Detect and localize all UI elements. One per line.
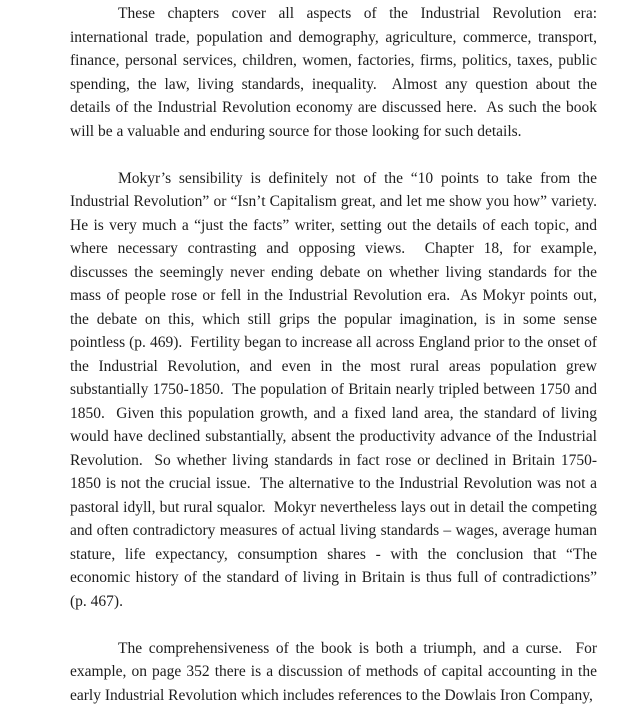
paragraph-mokyr-sensibility: Mokyr’s sensibility is definitely not of the “10 points to take from the Industrial Revolution” or “Isn’t Capitalism great, and let me show you how” variety. He is very much a “just the facts” writer, setting out the details of each topic, and where necessary contrasting and opposing views. Chapter 18, for example, discusses the seemingly never ending debate on whether living standards for the mass of people rose or fell in the Industrial Revolution era. As Mokyr points out, the debate on this, which still grips the popular imagination, is in some sense pointless (p. 469). Fertility began to increase all across England prior to the onset of the Industrial Revolution, and even in the most rural areas population grew substantially 1750-1850. The population of Britain nearly tripled between 1750 and 1850. Given this population growth, and a fixed land area, the standard of living would have declined substantially, absent the productivity advance of the Industrial Revolution. So whether living standards in fact rose or declined in Britain 1750-1850 is not the crucial issue. The alternative to the Industrial Revolution was not a pastoral idyll, but rural squalor. Mokyr nevertheless lays out in detail the competing and often contradictory measures of actual living standards – wages, average human stature, life expectancy, consumption shares - with the conclusion that “The economic history of the standard of living in Britain is thus full of contradictions” (p. 467). [70,169,605,610]
paragraph-comprehensiveness: The comprehensiveness of the book is both a triumph, and a curse. For example, on page 352 there is a discussion of methods of capital accounting in the early Industrial Revolution which includes references to the Dowlais Iron Company, [70,639,601,704]
paragraph-chapters-coverage: These chapters cover all aspects of the Industrial Revolution era: international trade, population and demography, agriculture, commerce, transport, finance, personal services, children, women, factories, firms, politics, taxes, public spending, the law, living standards, inequality. Almost any question about the details of the Industrial Revolution economy are discussed here. As such the book will be a valuable and enduring source for those looking for such details. [70,5,601,140]
